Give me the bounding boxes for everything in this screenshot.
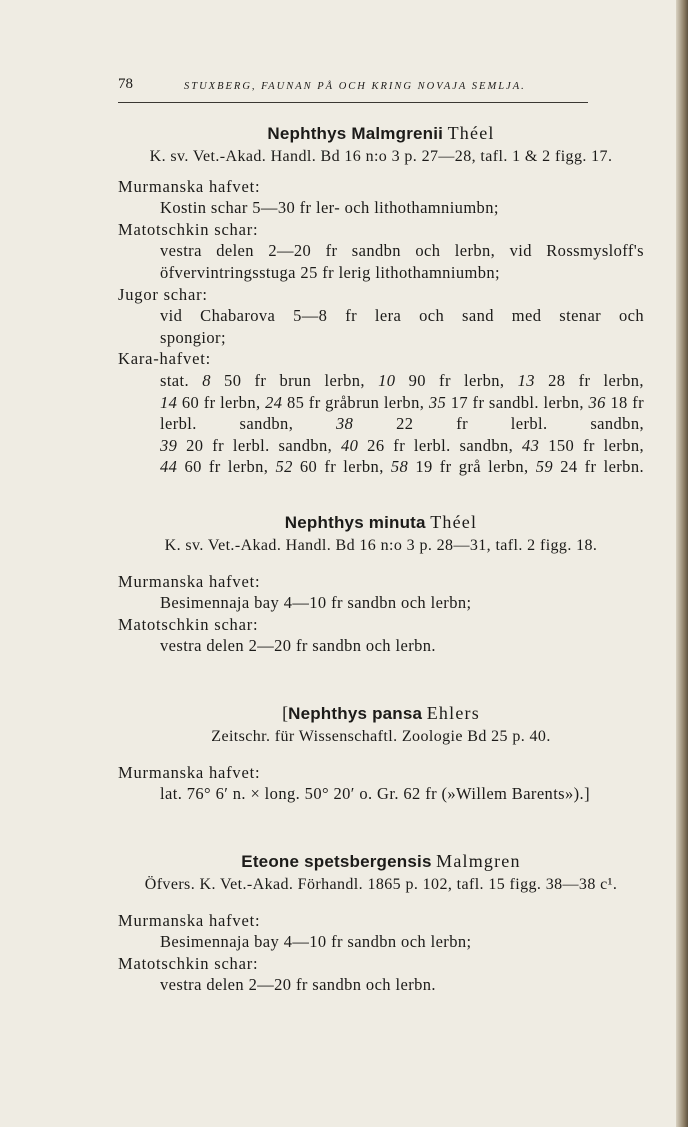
station-number: 24 (265, 392, 283, 412)
open-bracket: [ (282, 703, 289, 723)
species-heading (118, 121, 644, 146)
species-author: Théel (430, 512, 478, 532)
station-number: 13 (517, 370, 535, 390)
literature-reference: Öfvers. K. Vet.-Akad. Förhandl. 1865 p. 102, tafl. 15 figg. 38—38 c¹. (144, 876, 618, 893)
header-rule (118, 102, 588, 103)
station-number: 14 (160, 392, 178, 412)
station-text: 19 fr grå lerbn, (415, 457, 529, 477)
station-number: 8 (202, 370, 211, 390)
locality-detail: vestra delen 2—20 fr sandbn och lerbn, vid Rossmysloff's (160, 241, 644, 261)
station-text: 26 fr lerbl. sandbn, (367, 435, 514, 455)
station-line (118, 370, 644, 392)
station-number: 59 (535, 457, 554, 477)
page-edge-shadow (676, 0, 688, 1127)
station-number: 43 (522, 435, 540, 455)
station-text: 50 fr brun lerbn, (224, 370, 365, 390)
species-heading (118, 510, 644, 535)
station-text: 24 fr lerbn. (560, 457, 645, 477)
locality-detail: vestra delen 2—20 fr sandbn och lerbn. (160, 636, 436, 656)
station-number: 35 (428, 392, 447, 412)
literature-reference: K. sv. Vet.-Akad. Handl. Bd 16 n:o 3 p. 28—31, tafl. 2 figg. 18. (164, 537, 598, 554)
locality-region: Matotschkin schar: (118, 953, 259, 973)
locality-detail: lat. 76° 6′ n. × long. 50° 20′ o. Gr. 62 fr (»Willem Barents»).] (160, 784, 590, 804)
locality-region: Jugor schar: (118, 284, 208, 304)
locality-detail: vestra delen 2—20 fr sandbn och lerbn. (160, 975, 436, 995)
species-entry-nephthys-malmgrenii (118, 121, 644, 478)
locality-detail: Kostin schar 5—30 fr ler- och lithothamniumbn; (160, 198, 499, 218)
station-text: 60 fr lerbn, (184, 457, 269, 477)
station-text: 60 fr lerbn, (181, 392, 261, 412)
locality-detail: Besimennaja bay 4—10 fr sandbn och lerbn; (160, 932, 472, 952)
station-number: 10 (378, 370, 396, 390)
locality-region: Kara-hafvet: (118, 349, 211, 369)
locality-detail: öfvervintringsstuga 25 fr lerig lithothamniumbn; (160, 262, 500, 282)
station-number: 52 (275, 457, 293, 477)
station-text: 85 fr gråbrun lerbn, (286, 392, 425, 412)
species-entry-nephthys-pansa (118, 701, 644, 805)
page-number: 78 (118, 76, 133, 92)
station-line (118, 456, 644, 478)
station-text: 20 fr lerbl. sandbn, (186, 435, 333, 455)
literature-reference: Zeitschr. für Wissenschaftl. Zoologie Bd 25 p. 40. (211, 728, 551, 745)
station-number: 58 (390, 457, 409, 477)
station-text: 22 fr lerbl. sandbn, (396, 414, 644, 434)
species-name: Nephthys pansa (288, 704, 423, 723)
station-line (118, 392, 644, 435)
station-text: 18 fr lerbl. sandbn, (160, 392, 644, 434)
species-entry-eteone-spetsbergensis (118, 849, 644, 996)
station-text: 28 fr lerbn, (548, 370, 644, 390)
station-number: 38 (336, 414, 354, 434)
station-number: 39 (160, 435, 178, 455)
station-text: 60 fr lerbn, (299, 457, 384, 477)
species-name: Nephthys minuta (284, 513, 426, 532)
species-name: Nephthys Malmgrenii (267, 124, 444, 143)
locality-region: Murmanska hafvet: (118, 910, 261, 930)
station-text: 150 fr lerbn, (548, 435, 645, 455)
species-entry-nephthys-minuta (118, 510, 644, 657)
locality-region: Murmanska hafvet: (118, 571, 261, 591)
locality-detail: vid Chabarova 5—8 fr lera och sand med stenar och (160, 306, 644, 326)
locality-region: Murmanska hafvet: (118, 762, 261, 782)
species-heading (118, 849, 644, 874)
station-number: 40 (341, 435, 359, 455)
station-number: 44 (160, 457, 178, 477)
station-number: 36 (588, 392, 606, 412)
running-title: STUXBERG, FAUNAN PÅ OCH KRING NOVAJA SEMLJA. (184, 81, 526, 92)
species-author: Malmgren (436, 851, 521, 871)
stat-prefix: stat. (160, 370, 190, 390)
locality-detail: Besimennaja bay 4—10 fr sandbn och lerbn; (160, 593, 472, 613)
station-text: 90 fr lerbn, (408, 370, 505, 390)
locality-region: Matotschkin schar: (118, 614, 259, 634)
station-text: 17 fr sandbl. lerbn, (450, 392, 584, 412)
species-author: Ehlers (426, 703, 480, 723)
locality-region: Matotschkin schar: (118, 219, 259, 239)
locality-region: Murmanska hafvet: (118, 176, 261, 196)
species-heading (118, 701, 644, 726)
species-author: Théel (447, 123, 495, 143)
species-name: Eteone spetsbergensis (241, 852, 432, 871)
station-line (118, 435, 644, 457)
literature-reference: K. sv. Vet.-Akad. Handl. Bd 16 n:o 3 p. 27—28, tafl. 1 & 2 figg. 17. (149, 148, 613, 165)
locality-detail: spongior; (160, 327, 226, 347)
